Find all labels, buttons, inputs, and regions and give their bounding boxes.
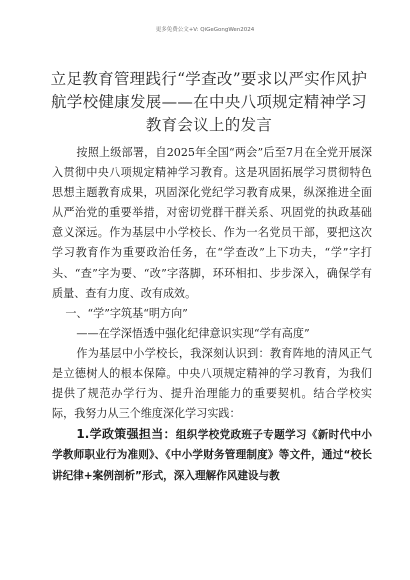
- header-note: 更多免费公文+V: QiGeGongWen2024: [155, 27, 255, 33]
- document-body: [52, 143, 372, 486]
- item-1-lead: 1.学政策强担当：: [76, 427, 176, 442]
- item-1-text: 组织学校党政班子专题学习《新时代中小学教师职业行为准则》、《中小学财务管理制度》等文件，通过“校长讲纪律+案例剖析”形式，深入理解作风建设与教: [52, 429, 372, 482]
- paragraph-section-1: 作为基层中小学校长，我深刻认识到：教育阵地的清风正气是立德树人的根本保障。中央八项规定精神的学习教育，为我们提供了规范办学行为、提升治理能力的重要契机。结合学校实际，我努力从三个维度深化学习实践：: [52, 346, 372, 421]
- section-heading: 一、“学”字筑基“明方向”: [65, 306, 188, 320]
- paragraph-intro: 按照上级部署，自2025年全国“两会”后至7月在全党开展深入贯彻中央八项规定精神学习教育。这是巩固拓展学习贯彻特色思想主题教育成果，巩固深化党纪学习教育成果，纵深推进全面从严治党的重要举措，对密切党群干群关系、巩固党的执政基础意义深远。作为基层中小学校长、作为一名党员干部，要把这次学习教育作为重要政治任务，在“学查改”上下功夫，“学”字打头、“查”字为要、“改”字落脚，环环相扣、步步深入，确保学有质量、查有力度、改有成效。: [52, 146, 372, 300]
- paragraph-item-1: [52, 424, 372, 485]
- section-subheading: ——在学深悟透中强化纪律意识实现“学有高度”: [76, 326, 310, 340]
- document-title: 立足教育管理践行“学查改”要求以严实作风护航学校健康发展——在中央八项规定精神学习教育会议上的发言: [50, 70, 368, 134]
